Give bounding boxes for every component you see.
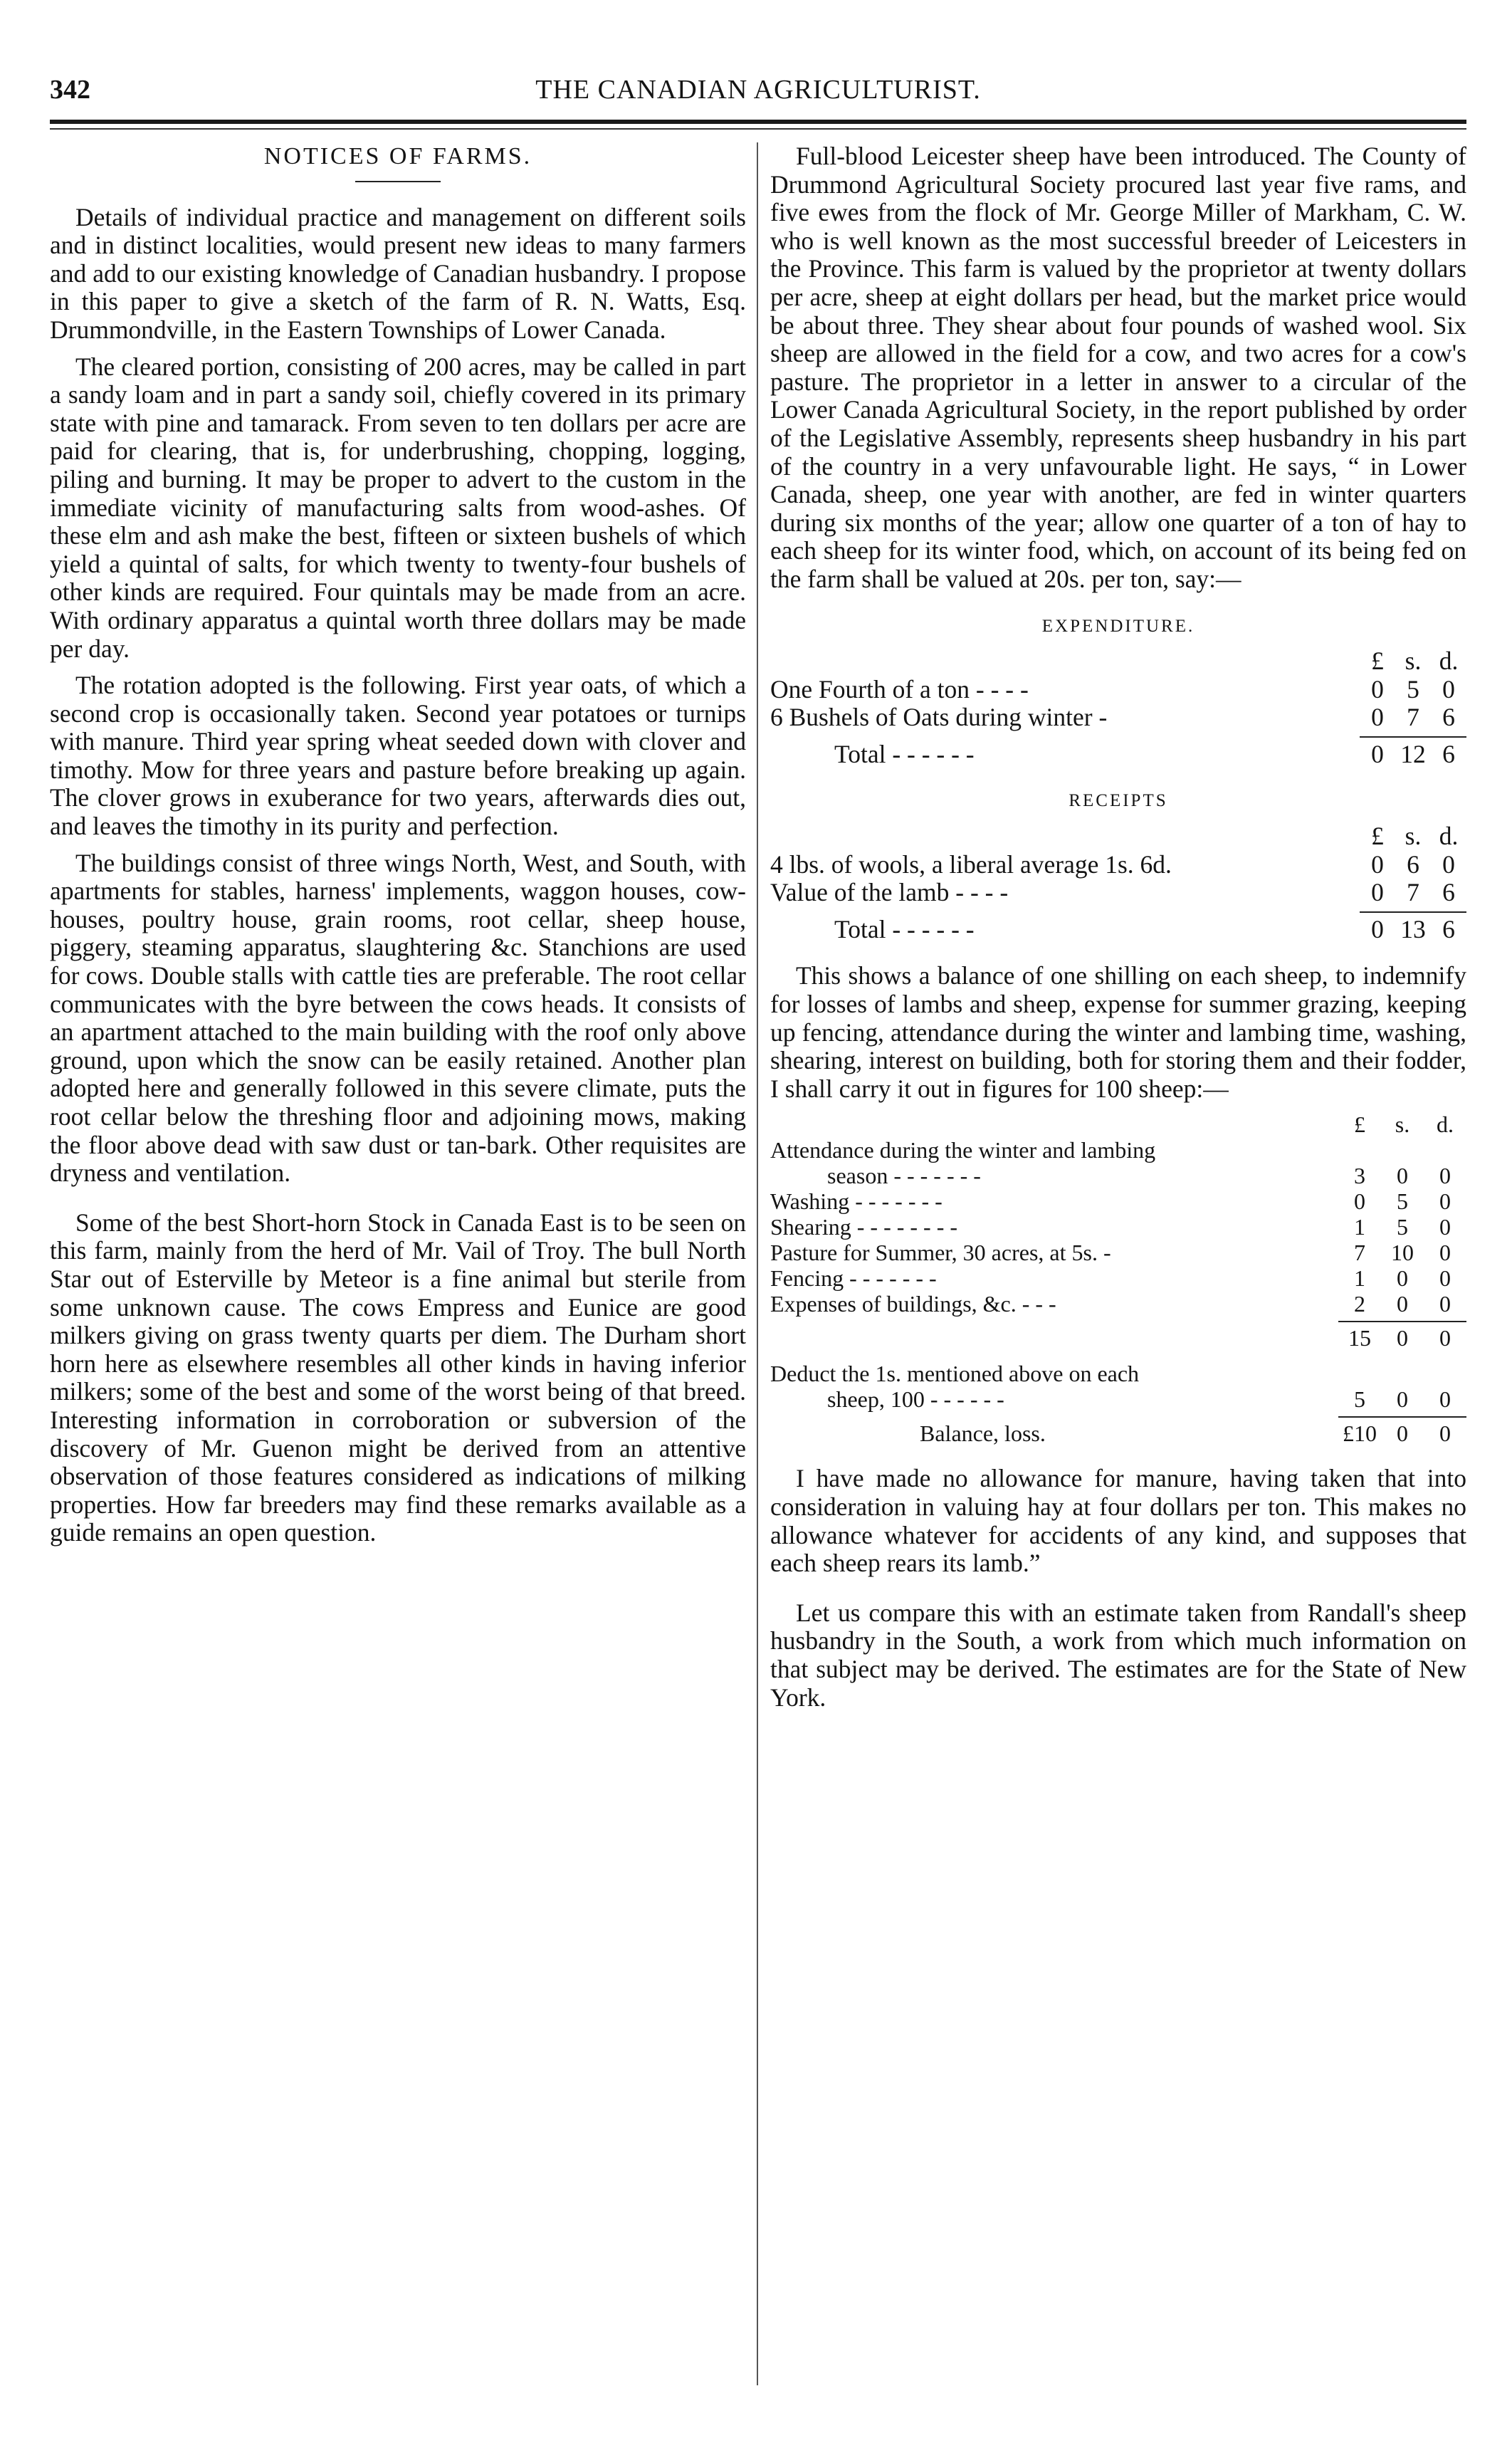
balance-rule bbox=[1338, 1416, 1466, 1418]
unit-pounds: £ bbox=[1371, 647, 1384, 676]
total-row: Total - - - - - - 0 12 6 bbox=[834, 739, 1455, 768]
unit-pounds: £ bbox=[1354, 1111, 1365, 1138]
unit-shillings: s. bbox=[1405, 647, 1422, 676]
table-row: Washing - - - - - - - 0 5 0 bbox=[770, 1188, 1451, 1215]
table-row: 6 Bushels of Oats during winter - 0 7 6 bbox=[770, 703, 1455, 732]
unit-shillings: s. bbox=[1405, 822, 1422, 851]
total-rule bbox=[1360, 736, 1466, 738]
table-row: season - - - - - - - 3 0 0 bbox=[827, 1163, 1451, 1189]
running-title: THE CANADIAN AGRICULTURIST. bbox=[535, 75, 981, 105]
right-column bbox=[770, 142, 1466, 1720]
table-row: One Fourth of a ton - - - - 0 5 0 bbox=[770, 674, 1455, 703]
page-number: 342 bbox=[50, 75, 90, 105]
receipts-table bbox=[770, 787, 1466, 943]
expenditure-heading: EXPENDITURE. bbox=[1041, 616, 1195, 636]
balance-row: Balance, loss. £10 0 0 bbox=[920, 1421, 1451, 1447]
section-title: NOTICES OF FARMS. bbox=[263, 143, 532, 169]
paragraph-balance: This shows a balance of one shilling on each sheep, to indemnify for losses of lambs and sheep, expense for summer grazing, keeping up fencing, attendance during the winter and lambing time, washing, shearing, interest on building, both for storing them and their fodder, I shall carry it out in figures for 100 sheep:— bbox=[770, 961, 1466, 1103]
paragraph-randall: Let us compare this with an estimate taken from Randall's sheep husbandry in the South, a work from which much information on that subject may be derived. The estimates are for the State of New York. bbox=[770, 1598, 1466, 1712]
paragraph-rotation: The rotation adopted is the following. First year oats, of which a second crop is occasionally taken. Second year potatoes or turnips with manure. Third year spring wheat seeded down with clover and timothy. Mow for three years and pasture before breaking up again. The clover grows in exuberance for two years, afterwards dies out, and leaves the timothy in its purity and perfection. bbox=[50, 671, 746, 841]
header-rule-thick bbox=[50, 120, 1466, 124]
paragraph-shorthorn: Some of the best Short-horn Stock in Canada East is to be seen on this farm, mainly from the herd of Mr. Vail of Troy. The bull North Star out of Esterville by Meteor is a fine animal but sterile from some unknown cause. The cows Empress and Eunice are good milkers giving on grass twenty quarts per diem. The Durham short horn here as elsewhere resembles all other kinds in having inferior milkers; some of the best and some of the worst being of that breed. Interesting information in corroboration or subversion of the discovery of Mr. Guenon might be derived from an attentive observation of those features considered as indications of milking properties. How far breeders may find these remarks available as a guide remains an open question. bbox=[50, 1208, 746, 1547]
page-header bbox=[50, 74, 1466, 121]
table-row: Deduct the 1s. mentioned above on each bbox=[770, 1361, 1140, 1387]
sheep-account-table bbox=[770, 1111, 1466, 1446]
expenditure-table bbox=[770, 612, 1466, 769]
unit-pence: d. bbox=[1437, 1111, 1454, 1138]
subtotal-rule bbox=[1338, 1321, 1466, 1322]
table-row: 4 lbs. of wools, a liberal average 1s. 6d. 0 6 0 bbox=[770, 849, 1455, 879]
paragraph-intro: Details of individual practice and management on different soils and in distinct localities, would present new ideas to many farmers and add to our existing knowledge of Canadian husbandry. I propose in this paper to give a sketch of the farm of R. N. Watts, Esq. Drummondville, in the Eastern Townships of Lower Canada. bbox=[50, 202, 746, 344]
unit-pounds: £ bbox=[1371, 822, 1384, 851]
paragraph-soil: The cleared portion, consisting of 200 acres, may be called in part a sandy loam and in part a sandy soil, chiefly covered in its primary state with pine and tamarack. From seven to ten dollars per acre are paid for clearing, that is, for underbrushing, chopping, logging, piling and burning. It may be proper to advert to the custom in the immediate vicinity of manufacturing salts from wood-ashes. Of these elm and ash make the best, fifteen or sixteen bushels of which yield a quintal of salts, for which twenty to twenty-four bushels of other kinds are required. Four quintals may be made from an acre. With ordinary apparatus a quintal worth three dollars may be made per day. bbox=[50, 352, 746, 663]
units-row bbox=[770, 1111, 1466, 1137]
left-column bbox=[50, 142, 746, 1556]
table-row: sheep, 100 - - - - - - 5 0 0 bbox=[827, 1386, 1451, 1413]
units-row bbox=[770, 647, 1466, 676]
total-row: Total - - - - - - 0 13 6 bbox=[834, 914, 1455, 943]
table-row: Attendance during the winter and lambing bbox=[770, 1137, 1156, 1163]
paragraph-leicester: Full-blood Leicester sheep have been introduced. The County of Drummond Agricultural Society procured last year five rams, and five ewes from the flock of Mr. George Miller of Markham, C. W. who is well known as the most successful breeder of Leicesters in the Province. This farm is valued by the proprietor at twenty dollars per acre, sheep at eight dollars per head, but the market price would be about three. They shear about four pounds of washed wool. Six sheep are allowed in the field for a cow, and two acres for a cow's pasture. The proprietor in a letter in answer to a circular of the Lower Canada Agricultural Society, in the report published by order of the Legislative Assembly, represents sheep husbandry in his part of the country in a very unfavourable light. He says, “ in Lower Canada, sheep, one year with another, are fed in winter quarters during six months of the year; allow one quarter of a ton of hay to each sheep for its winter food, which, on account of its being fed on the farm shall be valued at 20s. per ton, say:— bbox=[770, 142, 1466, 593]
units-row bbox=[770, 822, 1466, 851]
paragraph-buildings: The buildings consist of three wings North, West, and South, with apartments for stables, harness' implements, waggon houses, cow-houses, poultry house, grain rooms, root cellar, sheep house, piggery, steaming apparatus, slaughtering &c. Stanchions are used for cows. Double stalls with cattle ties are preferable. The root cellar communicates with the byre between the cows heads. It consists of an apartment attached to the main building with the roof only above ground, upon which the snow can be easily retained. Another plan adopted here and generally followed in this severe climate, puts the root cellar below the threshing floor and adjoining mows, making the floor above dead with saw dust or tan-bark. Other requisites are dryness and ventilation. bbox=[50, 848, 746, 1188]
table-row: Value of the lamb - - - - 0 7 6 bbox=[770, 878, 1455, 907]
table-row: Pasture for Summer, 30 acres, at 5s. - 7 10 0 bbox=[770, 1240, 1451, 1266]
unit-shillings: s. bbox=[1395, 1111, 1410, 1138]
subtotal-row: 15 0 0 bbox=[1348, 1325, 1451, 1351]
column-divider bbox=[757, 142, 758, 2385]
table-row: Fencing - - - - - - - 1 0 0 bbox=[770, 1265, 1451, 1292]
header-rule-thin bbox=[50, 128, 1466, 130]
total-rule bbox=[1360, 911, 1466, 913]
unit-pence: d. bbox=[1439, 822, 1459, 851]
receipts-heading: RECEIPTS bbox=[1069, 791, 1168, 811]
table-row: Shearing - - - - - - - - 1 5 0 bbox=[770, 1214, 1451, 1240]
paragraph-manure: I have made no allowance for manure, having taken that into consideration in valuing hay at four dollars per ton. This makes no allowance whatever for accidents of any kind, and supposes that each sheep rears its lamb.” bbox=[770, 1464, 1466, 1578]
table-row: Expenses of buildings, &c. - - - 2 0 0 bbox=[770, 1291, 1451, 1317]
title-rule bbox=[355, 181, 441, 182]
unit-pence: d. bbox=[1439, 647, 1459, 676]
